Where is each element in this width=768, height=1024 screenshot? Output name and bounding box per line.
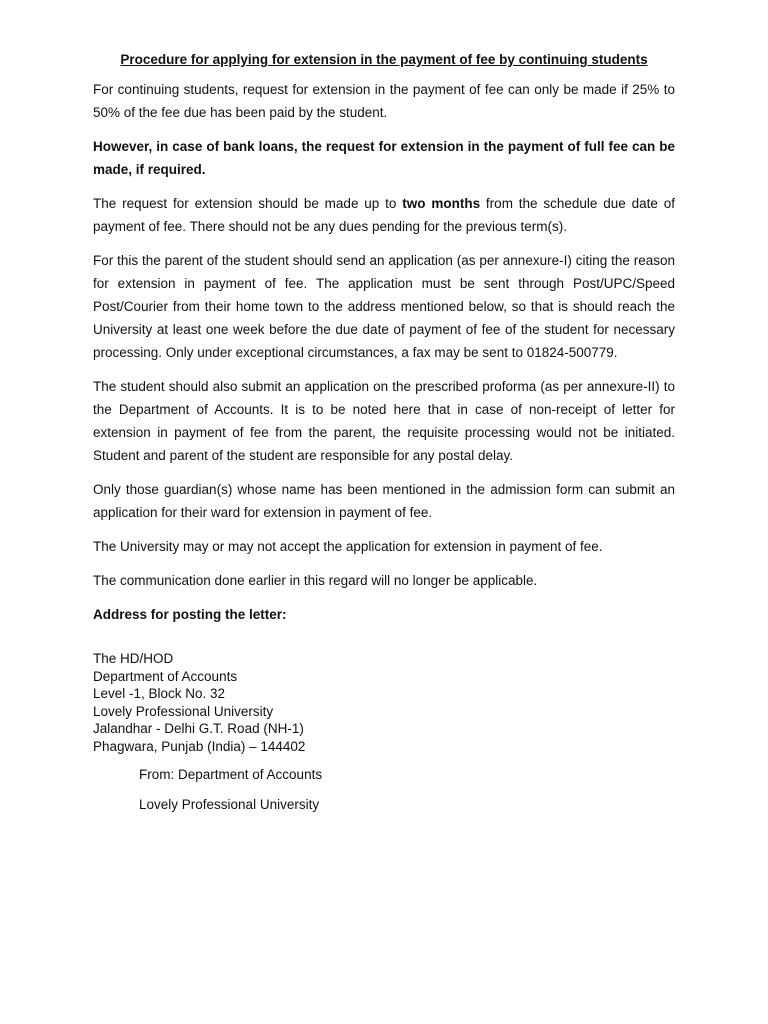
address-line: Department of Accounts (93, 668, 238, 684)
paragraph-timing-before: The request for extension should be made up to (93, 196, 403, 211)
paragraph-acceptance: The University may or may not accept the application for extension in payment of fee. (93, 539, 603, 554)
from-block (93, 765, 675, 815)
paragraph-timing-emphasis: two months (402, 196, 481, 211)
document-title: Procedure for applying for extension in the payment of fee by continuing students (120, 52, 648, 67)
address-line: Level -1, Block No. 32 (93, 686, 226, 701)
address-line: Lovely Professional University (93, 703, 274, 719)
address-line: Jalandhar - Delhi G.T. Road (NH-1) (93, 721, 304, 736)
from-university: Lovely Professional University (139, 797, 320, 812)
paragraph-guardians: Only those guardian(s) whose name has been mentioned in the admission form can submit an application for their ward for extension in payment of fee. (93, 482, 675, 520)
paragraph-student-application: The student should also submit an application on the prescribed proforma (as per annexure-II) to the Department of Accounts. It is to be noted here that in case of non-receipt of letter for extension in payment of fee from the parent, the requisite processing would not be initiated. Student and parent of the student are responsible for any postal delay. (93, 379, 675, 463)
address-line: The HD/HOD (93, 651, 174, 666)
document-page (93, 50, 675, 815)
paragraph-communication: The communication done earlier in this regard will no longer be applicable. (93, 573, 538, 588)
address-heading: Address for posting the letter: (93, 607, 287, 622)
paragraph-bank-loans: However, in case of bank loans, the request for extension in the payment of full fee can be made, if required. (93, 139, 675, 177)
from-department: From: Department of Accounts (139, 767, 323, 782)
postal-address (93, 650, 675, 755)
paragraph-timing-after: from the schedule due date of payment of fee. There should not be any dues pending for the previous term(s). (93, 196, 676, 234)
address-line: Phagwara, Punjab (India) – 144402 (93, 738, 306, 754)
paragraph-timing (93, 192, 675, 238)
paragraph-parent-application: For this the parent of the student should send an application (as per annexure-I) citing the reason for extension in payment of fee. The application must be sent through Post/UPC/Speed Post/Courier from their home town to the address mentioned below, so that is should reach the University at least one week before the due date of payment of fee of the student for necessary processing. Only under exceptional circumstances, a fax may be sent to 01824-500779. (93, 253, 675, 360)
paragraph-eligibility: For continuing students, request for extension in the payment of fee can only be made if 25% to 50% of the fee due has been paid by the student. (93, 82, 675, 120)
